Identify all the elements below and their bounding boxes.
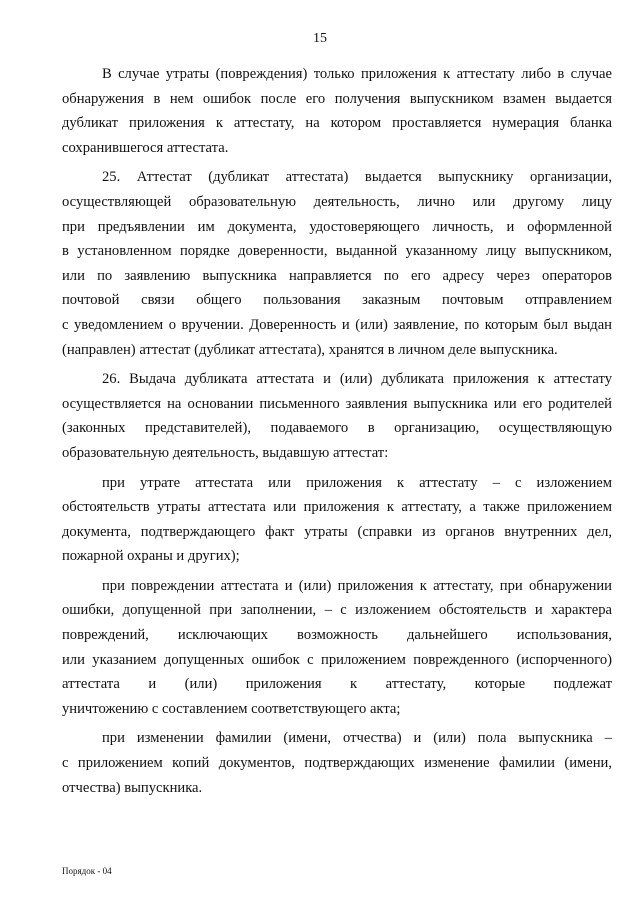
text-line: ошибки, допущенной при заполнении, – с изложением обстоятельств и характера: [62, 602, 612, 619]
text-line: повреждений, исключающих возможность дальнейшего использования,: [62, 627, 612, 644]
document-body: [62, 62, 612, 805]
paragraph: [62, 62, 612, 160]
text-line: обнаружения в нем ошибок после его получения выпускником взамен выдается: [62, 90, 612, 107]
text-line: с приложением копий документов, подтверждающих изменение фамилии (имени,: [62, 755, 612, 772]
text-line: или по заявлению выпускника направляется по его адресу через операторов: [62, 267, 612, 284]
text-line: осуществляющей образовательную деятельность, лично или другому лицу: [62, 193, 612, 210]
text-line: при изменении фамилии (имени, отчества) и (или) пола выпускника –: [102, 730, 612, 747]
text-line: 25. Аттестат (дубликат аттестата) выдается выпускнику организации,: [102, 169, 612, 186]
text-line: обстоятельств утраты аттестата или приложения к аттестату, а также приложением: [62, 499, 612, 516]
text-line: В случае утраты (повреждения) только приложения к аттестату либо в случае: [102, 66, 612, 82]
text-line: при повреждении аттестата и (или) приложения к аттестату, при обнаружении: [102, 577, 612, 594]
text-line: (законных представителей), подаваемого в организацию, осуществляющую: [62, 420, 612, 437]
text-line: дубликат приложения к аттестату, на котором проставляется нумерация бланка: [62, 115, 612, 132]
paragraph: [62, 471, 612, 569]
paragraph: [62, 574, 612, 722]
text-line: пожарной охраны и других);: [62, 548, 240, 565]
text-line: в установленном порядке доверенности, выданной указанному лицу выпускником,: [62, 243, 612, 260]
text-line: образовательную деятельность, выдавшую аттестат:: [62, 444, 389, 461]
text-line: отчества) выпускника.: [62, 779, 203, 796]
text-line: при предъявлении им документа, удостоверяющего личность, и оформленной: [62, 218, 612, 235]
paragraph: [62, 367, 612, 465]
text-line: сохранившегося аттестата.: [62, 139, 229, 156]
text-line: с уведомлением о вручении. Доверенность и (или) заявление, по которым был выдан: [62, 316, 612, 333]
text-line: или указанием допущенных ошибок с приложением поврежденного (испорченного): [62, 651, 612, 668]
text-line: (направлен) аттестат (дубликат аттестата), хранятся в личном деле выпускника.: [62, 341, 558, 358]
text-line: 26. Выдача дубликата аттестата и (или) дубликата приложения к аттестату: [102, 371, 612, 388]
page-number: 15: [313, 31, 327, 46]
footer-text: Порядок - 04: [62, 866, 112, 876]
text-line: уничтожению с составлением соответствующего акта;: [62, 700, 401, 717]
text-line: при утрате аттестата или приложения к аттестату – с изложением: [102, 474, 612, 491]
paragraph: [62, 165, 612, 362]
text-line: осуществляется на основании письменного заявления выпускника или его родителей: [62, 395, 612, 412]
text-line: почтовой связи общего пользования заказным почтовым отправлением: [62, 292, 612, 309]
text-line: документа, подтверждающего факт утраты (справки из органов внутренних дел,: [62, 523, 612, 540]
paragraph: [62, 726, 612, 800]
text-line: аттестата и (или) приложения к аттестату, которые подлежат: [62, 676, 612, 693]
